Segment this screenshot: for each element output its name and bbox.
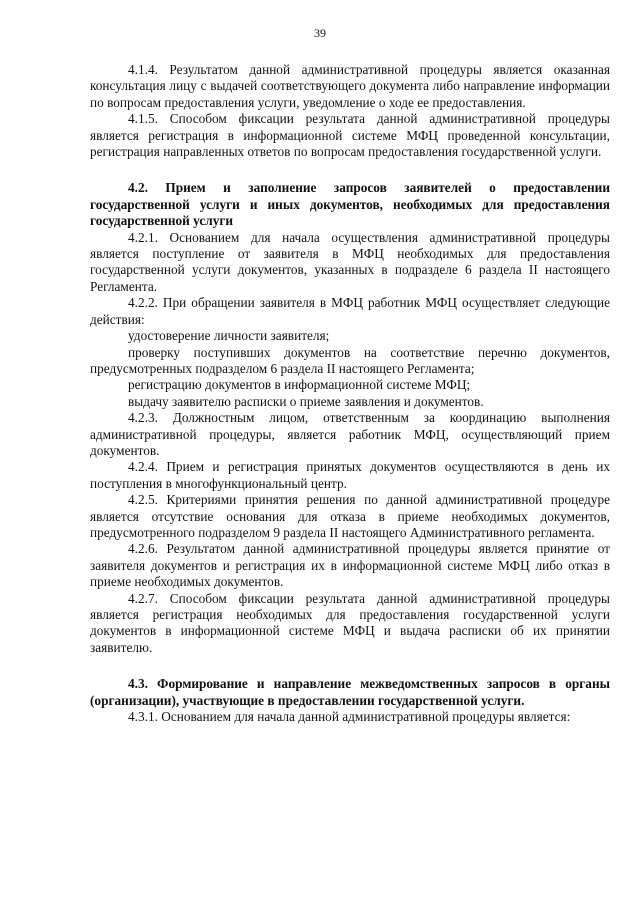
paragraph: 4.2.4. Прием и регистрация принятых документов осуществляются в день их поступления в многофункциональный центр. [90, 459, 610, 491]
paragraph: 4.2.1. Основанием для начала осуществления административной процедуры является поступление от заявителя в МФЦ необходимых для предоставления государственной услуги документов, указанных в подразделе 6 раздела II настоящего Регламента. [90, 229, 610, 294]
paragraph: 4.1.5. Способом фиксации результата данной административной процедуры является регистрация в информационной системе МФЦ проведенной консультации, регистрация направленных ответов по вопросам предоставления государственной услуги. [90, 111, 610, 160]
section-heading: 4.3. Формирование и направление межведомственных запросов в органы (организации), участвующие в предоставлении государственной услуги. [90, 676, 610, 708]
paragraph: 4.1.4. Результатом данной административной процедуры является оказанная консультация лицу с выдачей соответствующего документа либо направление информации по вопросам предоставления услуги, уведомление о ходе ее предоставления. [90, 62, 610, 110]
section-heading: 4.2. Прием и заполнение запросов заявителей о предоставлении государственной услуги и иных документов, необходимых для предоставления государственной услуги [90, 180, 610, 229]
page-number: 39 [314, 26, 326, 40]
paragraph: 4.3.1. Основанием для начала данной административной процедуры является: [128, 709, 571, 725]
section-spacer [90, 160, 610, 180]
paragraph: 4.2.7. Способом фиксации результата данной административной процедуры является регистрация необходимых для предоставления государственной услуги документов в информационной системе МФЦ и выдача расписки об их принятии заявителю. [90, 590, 610, 655]
list-item: регистрацию документов в информационной системе МФЦ; [128, 377, 471, 393]
document-body [90, 62, 610, 725]
list-item: выдачу заявителю расписки о приеме заявления и документов. [128, 393, 484, 409]
paragraph: 4.2.5. Критериями принятия решения по данной административной процедуре является отсутствие основания для отказа в приеме необходимых документов, предусмотренного подразделом 9 раздела II настоящего Административного регламента. [90, 492, 610, 540]
list-item: удостоверение личности заявителя; [128, 328, 330, 344]
paragraph: 4.2.6. Результатом данной административной процедуры является принятие от заявителя документов и регистрация их в информационной системе МФЦ либо отказ в приеме необходимых документов. [90, 541, 610, 590]
paragraph: проверку поступивших документов на соответствие перечню документов, предусмотренных подразделом 6 раздела II настоящего Регламента; [90, 344, 610, 376]
section-spacer [90, 656, 610, 676]
paragraph: 4.2.2. При обращении заявителя в МФЦ работник МФЦ осуществляет следующие действия: [90, 295, 610, 327]
paragraph: 4.2.3. Должностным лицом, ответственным за координацию выполнения административной процедуры, является работник МФЦ, осуществляющий прием документов. [90, 410, 610, 458]
